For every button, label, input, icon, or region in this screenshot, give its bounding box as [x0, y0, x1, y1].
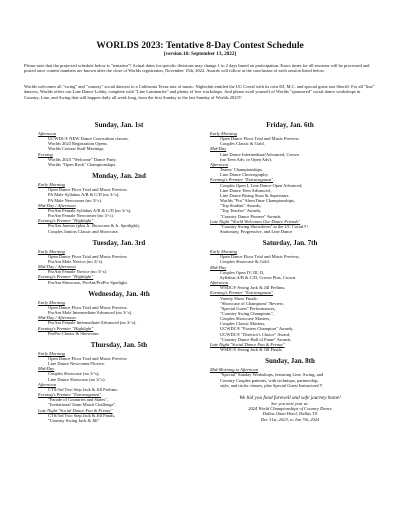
- session-item: ProAm Juniors (plus Jr. Showcase & Jr. Spotlight),: [48, 223, 140, 229]
- session-heading: Evening's Premier "Highlight": [38, 274, 94, 280]
- farewell-line: We bid you fond farewell and safe journey home!: [239, 394, 341, 401]
- session-item: style, and tricks classes, plus Special Guest Instructors!!!: [220, 382, 323, 388]
- session-item: UCWDC® "Director's Choice" Award,: [220, 331, 291, 337]
- session-item: Open Dance Floor Trial and Music Preview.: [48, 304, 128, 310]
- session-item: Couples Classic & Gold.: [220, 141, 265, 147]
- session-item: WSDC® Swing Jack & Jill Prelims.: [220, 285, 286, 291]
- left-column: [38, 121, 200, 423]
- session-item: ProAm Female Intermediate/Advanced (no 3/‘s).: [48, 320, 137, 326]
- session-item: Line Dance Intermediate/Advanced, Crown: [220, 151, 299, 157]
- session-heading: Mid-Day: [210, 264, 227, 270]
- session-item: "Showcase of Champions" Review,: [220, 300, 284, 306]
- session-heading: Afternoon: [210, 280, 228, 286]
- session-item: WSDC® Swing Jack & Jill Finals.: [220, 347, 283, 353]
- session-heading: Mid-Day / Afternoon: [38, 202, 76, 208]
- session-heading: Mid-Day: [210, 146, 227, 152]
- session-item: Variety Show Finals:: [220, 295, 258, 301]
- session-heading: Evening's Premier "Extravaganza": [210, 177, 274, 183]
- session-heading: Late Night "World Welcomes Our Dance Friends": [210, 218, 301, 224]
- session-item: ProAm Male Novice (no 3/‘s).: [48, 258, 104, 264]
- session-item: PA Male Syllabus A/B & C/D (no 3/‘s),: [48, 192, 120, 198]
- session-item: Line Dance Newcomer/Novice.: [48, 361, 106, 367]
- session-item: CTS/3rd Two Step Jack & Jill Finals,: [48, 412, 116, 418]
- session-item: "Country Swing Champions",: [220, 311, 274, 316]
- session-item: Open Dance Floor Trial and Music Preview.: [48, 253, 128, 259]
- session-item: Stationary, Progressive, and Line Dance: [220, 228, 293, 234]
- session-item: Couples Open IV, III, II,: [220, 269, 265, 275]
- session-item: UCWDC® "Fosters Champion" Awards,: [220, 326, 294, 332]
- session-item: "Special Guest" Performances,: [220, 305, 276, 311]
- session-heading: Early Morning: [210, 131, 237, 136]
- session-item: CTS/3rd Two Step Jack & Jill Prelims.: [48, 386, 118, 392]
- session-heading: Mid-Day / Afternoon: [38, 315, 76, 321]
- session-heading: Mid-Day: [38, 366, 55, 372]
- day-heading: Sunday, Jan. 1st: [94, 121, 144, 129]
- session-item: "Country Dance Pioneer" Awards.: [220, 213, 282, 219]
- session-item: "Invitational Team Match Challenge".: [48, 402, 117, 408]
- day-heading: Tuesday, Jan. 3rd: [92, 238, 146, 247]
- session-heading: Evening: [38, 151, 53, 157]
- day-heading: Monday, Jan. 2nd: [92, 172, 146, 181]
- session-item: Couples Showcase (no 3/‘s),: [48, 371, 100, 377]
- session-item: ProPro Classic & Showcase.: [48, 330, 100, 336]
- session-item: Open Dance Floor Trial and Music Preview.: [220, 136, 300, 142]
- session-item: PA Male Newcomer (no 3/‘s).: [48, 197, 102, 203]
- session-item: ProAm Showcase, ProAm/ProPro Spotlight.: [48, 279, 128, 285]
- session-heading: Early Morning: [38, 350, 65, 356]
- session-heading: Evening's Premier "Extravaganza": [210, 290, 274, 296]
- closing-message: [210, 396, 370, 422]
- session-heading: Afternoon: [38, 131, 56, 136]
- session-heading: Evening's Premier "Extravaganza": [38, 392, 102, 398]
- session-heading: Mid-Morning to Afternoon: [210, 367, 259, 373]
- session-heading: Late Night "Social Dance Fun & Frenzy": [38, 407, 113, 413]
- session-item: "Top Student" Awards,: [220, 203, 262, 209]
- session-item: Line Dance Choreography.: [220, 172, 269, 178]
- session-heading: Early Morning: [38, 182, 65, 188]
- session-item: Country Couples patterns, with technique, partnership,: [220, 377, 319, 383]
- session-item: Open Dance Floor Trial and Music Preview,: [220, 254, 300, 260]
- session-item: "Special" Sunday Workshops, featuring Line, Swing, and: [220, 372, 324, 378]
- session-item: ProAm Female Syllabus A/B & C/D (no 3/‘s),: [48, 207, 132, 213]
- next-event-name: 2024 World Championships of Country Dance: [248, 406, 332, 412]
- session-heading: Evening's Premier "Highlight": [38, 218, 94, 224]
- next-event-venue: Dallas Omni Hotel, Dallas TX: [262, 411, 318, 417]
- version-label: [version.16: September 13, 2022]: [163, 51, 237, 57]
- right-days: [210, 121, 370, 388]
- session-item: Open Dance Floor Trial and Music Preview.: [48, 187, 128, 193]
- day-heading: Thursday, Jan. 5th: [90, 340, 148, 349]
- intro-paragraph-1: Please note that the projected schedule below is "tentative"! Actual dates for specific divisions may change 1 to 2 days based on participation. Exact times for all sessions will be processed and posted once contest numbers are known after the close of Worlds registration, November 15th, 2022. Awards will follow at the conclusion of each session listed below.: [24, 63, 370, 74]
- session-item: "Top Teacher" Awards,: [220, 208, 262, 214]
- session-item: "Parade of Countries and States",: [48, 397, 109, 403]
- session-item: Open Dance Floor Trial and Music Preview.: [48, 356, 128, 361]
- session-item: Couples Juniors Classic and Showcase.: [48, 228, 119, 234]
- session-item: "Country Swing Showdown" at the UC Corral!!!: [220, 223, 308, 229]
- session-item: (no Teen Adv. or Open Adv).: [220, 156, 273, 162]
- session-item: Worlds "Open Rock" Championships.: [48, 161, 117, 167]
- session-item: Line Dance Showcase (no 3/‘s).: [48, 376, 106, 382]
- session-item: Worlds 2023 Registration Opens.: [48, 141, 108, 147]
- session-heading: Early Morning: [38, 299, 65, 305]
- session-heading: Late Night "Social Dance Fun & Frenzy": [210, 341, 285, 347]
- day-heading: Wednesday, Jan. 4th: [88, 289, 150, 298]
- session-item: Line Dance Teen Advanced,: [220, 187, 271, 193]
- day-heading: Saturday, Jan. 7th: [262, 239, 318, 248]
- session-item: UCWDC® NEW Dance Curriculum classes.: [48, 136, 129, 142]
- session-item: Worlds 2023 "Welcome" Dance Party.: [48, 156, 117, 162]
- session-item: ProAm Female Newcomer (no 3/‘s).: [48, 213, 114, 219]
- session-heading: Evening's Premier "Highlight": [38, 325, 94, 331]
- session-item: Line Dance Rising Stars & Superstars.: [220, 192, 290, 198]
- session-item: Couples Showcase & Gold.: [220, 259, 270, 265]
- session-item: Worlds Contest Staff Meetings.: [48, 146, 105, 152]
- session-item: "Country Swing Jack & Jill": [48, 417, 100, 423]
- session-item: Couples Classic Masters,: [220, 321, 266, 327]
- session-heading: Afternoon: [38, 381, 56, 387]
- session-heading: Early Morning: [210, 249, 237, 255]
- day-heading: Sunday, Jan. 8th: [265, 357, 315, 366]
- next-event-dates: Dec 31st, 2023, to Jan 7th, 2024: [260, 416, 320, 422]
- session-heading: Afternoon: [210, 161, 228, 167]
- session-item: ProAm Female Novice (no 3/‘s).: [48, 269, 108, 275]
- session-item: Syllabus A/B & C/D, Crown Plus, Crown.: [220, 274, 297, 280]
- session-item: Teams' Championships,: [220, 167, 263, 173]
- right-column: [210, 121, 370, 422]
- session-item: ProAm Male Intermediate/Advanced (no 3/‘s).: [48, 310, 133, 316]
- session-item: Couples Showcase Masters,: [220, 316, 271, 322]
- session-item: Worlds "Pro" ShowTime Championships,: [220, 198, 295, 204]
- session-heading: Mid-Day / Afternoon: [38, 264, 76, 270]
- session-item: Couples Open I, Line Dance Open Advanced,: [220, 182, 303, 188]
- page-title: WORLDS 2023: Tentative 8-Day Contest Schedule: [96, 40, 304, 51]
- session-item: "Country Dance Hall of Fame" Awards.: [220, 336, 292, 342]
- session-heading: Early Morning: [38, 248, 65, 254]
- intro-paragraph-2: Worlds welcomes all "swing" and "country" social dancers to a California Texas mix of music. Nightclub entitled the UC Corral with its own DJ, M.C. and special guest star Sheriff. For all "line" dancers, Worlds offers our Line Dance Lobby, complete with "Line Luminaries" and plenty of free workshops. And please avail yourself of Worlds "sponsored" social dance workshops in Country, Line, and Swing that will happen daily all week long, from the first Sunday to the last Sunday of Worlds 2023!!: [24, 84, 375, 100]
- day-heading: Friday, Jan. 6th: [266, 121, 314, 129]
- see-you-line: See you next year at:: [271, 401, 309, 407]
